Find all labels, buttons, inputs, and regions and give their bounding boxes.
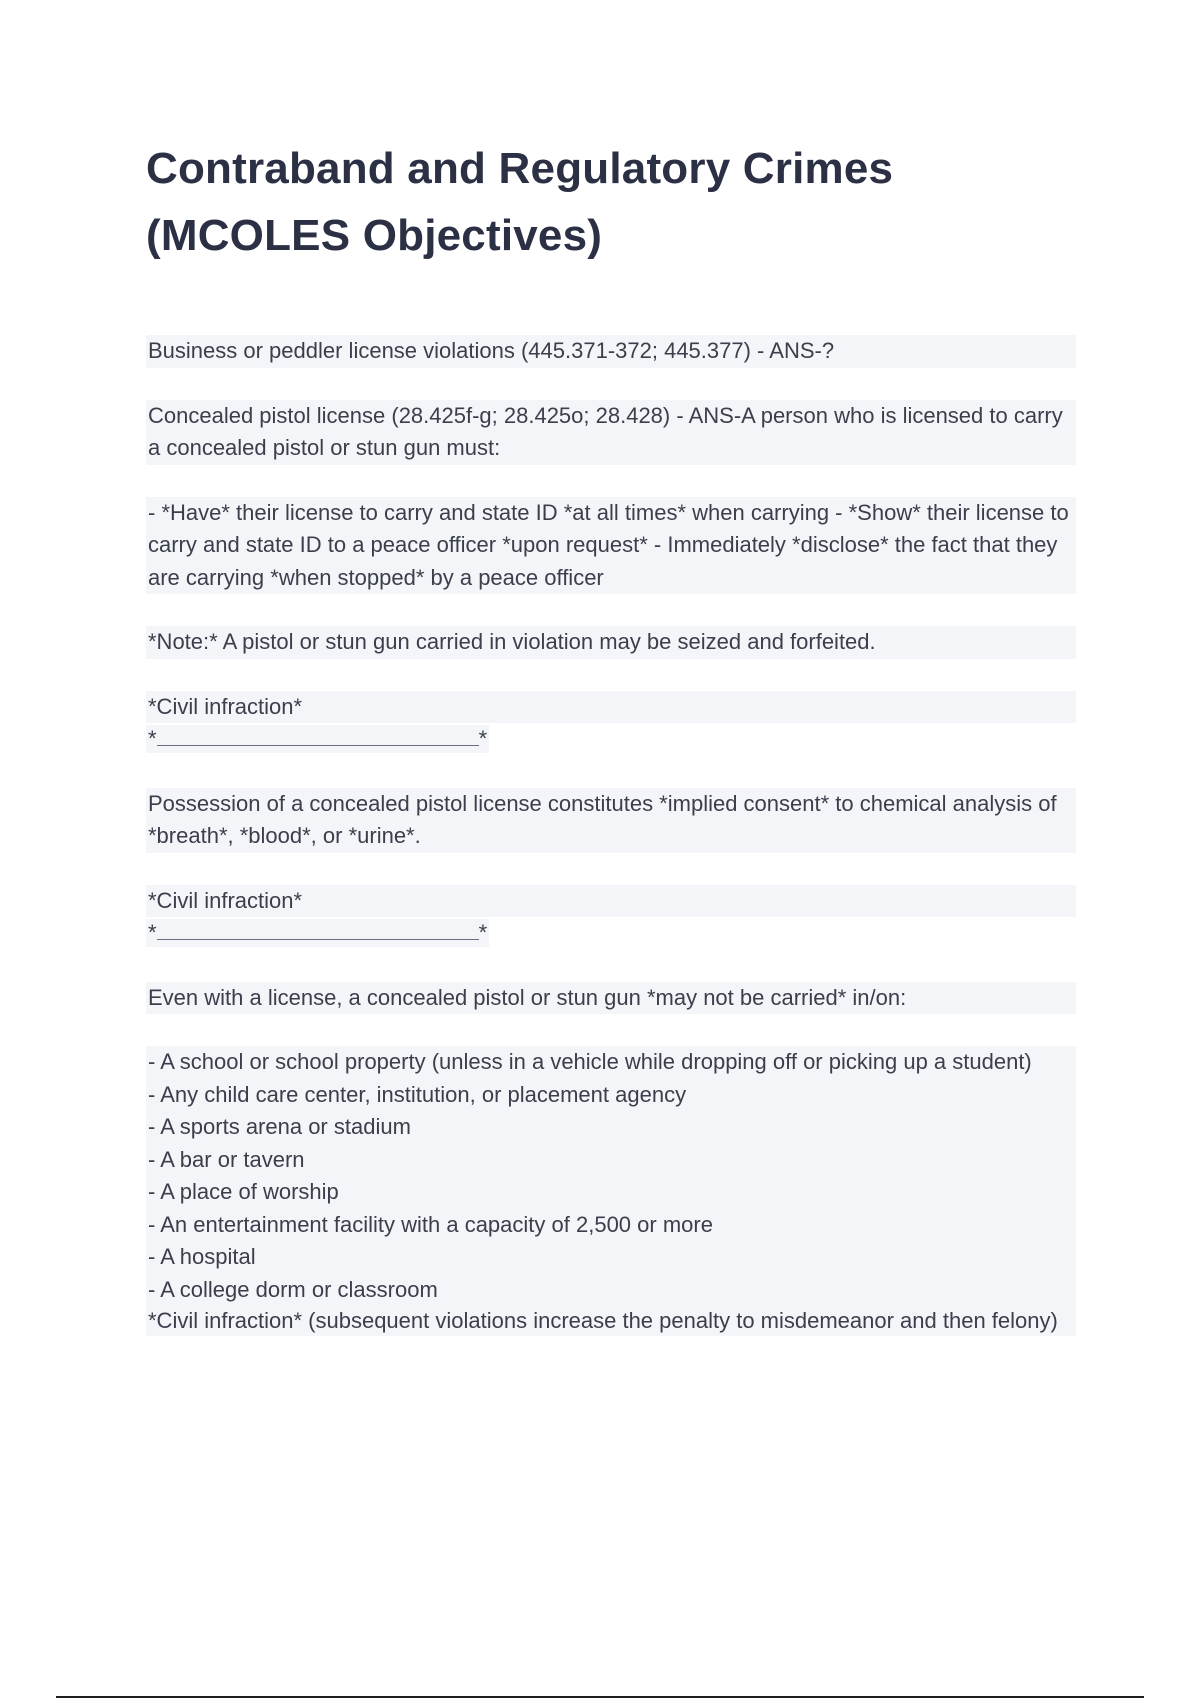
cpl-intro-paragraph: Concealed pistol license (28.425f-g; 28.425o; 28.428) - ANS-A person who is licensed to carry a concealed pistol or stun gun must:: [146, 400, 1076, 465]
business-license-paragraph: Business or peddler license violations (445.371-372; 445.377) - ANS-?: [146, 335, 1076, 368]
restricted-places-list: [146, 1046, 1076, 1306]
list-item: - A place of worship: [146, 1176, 1076, 1209]
title-line-1: Contraband and Regulatory Crimes: [146, 144, 894, 193]
list-item: - An entertainment facility with a capacity of 2,500 or more: [146, 1209, 1076, 1242]
document-body: [146, 335, 1076, 1336]
document-page: [146, 135, 1076, 1368]
blank-answer-line-2: [146, 917, 1076, 950]
list-item: - A hospital: [146, 1241, 1076, 1274]
restricted-places-intro: Even with a license, a concealed pistol or stun gun *may not be carried* in/on:: [146, 982, 1076, 1015]
list-item: - A bar or tavern: [146, 1144, 1076, 1177]
blank-marker-start: *: [148, 920, 157, 945]
blank-marker-start: *: [148, 726, 157, 751]
title-line-2: (MCOLES Objectives): [146, 211, 603, 260]
blank-answer-line-1: [146, 723, 1076, 756]
blank-underline: [157, 731, 479, 746]
implied-consent-paragraph: Possession of a concealed pistol license constitutes *implied consent* to chemical analysis of *breath*, *blood*, or *urine*.: [146, 788, 1076, 853]
blank-marker-end: *: [478, 920, 488, 945]
footer-divider: [56, 1696, 1144, 1698]
list-item: - A college dorm or classroom: [146, 1274, 1076, 1307]
civil-infraction-label-2: *Civil infraction*: [146, 885, 1076, 918]
list-item: - Any child care center, institution, or placement agency: [146, 1079, 1076, 1112]
blank-marker-end: *: [478, 726, 488, 751]
civil-infraction-label-1: *Civil infraction*: [146, 691, 1076, 724]
cpl-duties-paragraph: - *Have* their license to carry and state ID *at all times* when carrying - *Show* their license to carry and state ID to a peace officer *upon request* - Immediately *disclose* the fact that they are carrying *when stopped* by a peace officer: [146, 497, 1076, 595]
page-title: [146, 135, 1076, 269]
list-item: - A sports arena or stadium: [146, 1111, 1076, 1144]
blank-underline: [157, 925, 479, 940]
note-paragraph: *Note:* A pistol or stun gun carried in violation may be seized and forfeited.: [146, 626, 1076, 659]
list-item: - A school or school property (unless in a vehicle while dropping off or picking up a student): [146, 1046, 1076, 1079]
final-penalty-paragraph: *Civil infraction* (subsequent violations increase the penalty to misdemeanor and then felony): [146, 1306, 1076, 1336]
